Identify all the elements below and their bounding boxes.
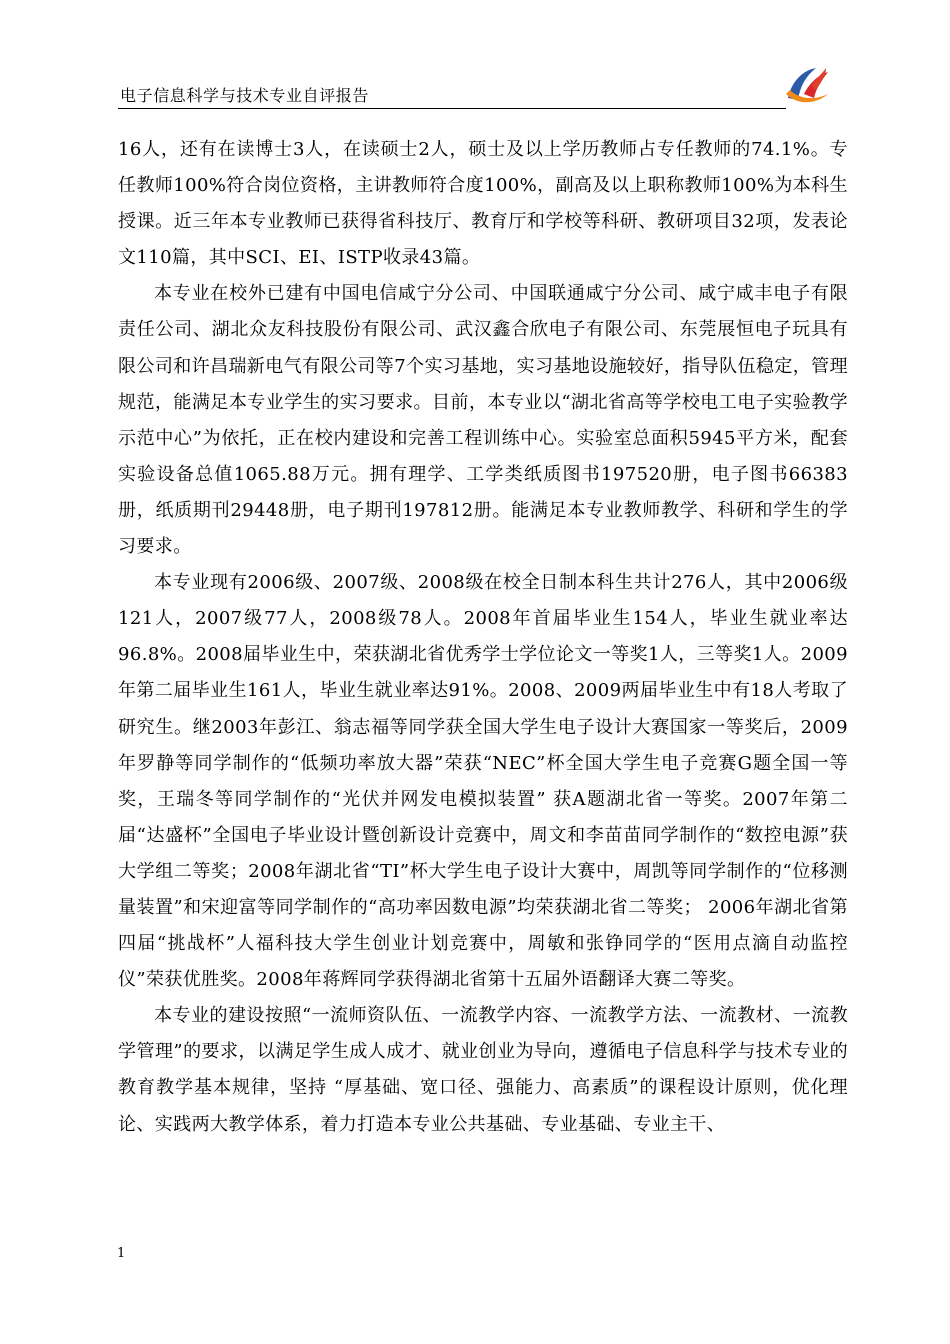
page-number: 1 xyxy=(117,1246,126,1261)
report-body xyxy=(118,132,848,1143)
page-header xyxy=(118,72,786,109)
paragraph-faculty: 16人，还有在读博士3人，在读硕士2人，硕士及以上学历教师占专任教师的74.1%。专任教师100%符合岗位资格，主讲教师符合度100%，副高及以上职称教师100%为本科生授课。近三年本专业教师已获得省科技厅、教育厅和学校等科研、教研项目32项，发表论文110篇，其中SCI、EI、ISTP收录43篇。 xyxy=(118,139,848,269)
university-logo-icon xyxy=(782,64,832,108)
paragraph-facilities: 本专业在校外已建有中国电信咸宁分公司、中国联通咸宁分公司、咸宁咸丰电子有限责任公司、湖北众友科技股份有限公司、武汉鑫合欣电子有限公司、东莞展恒电子玩具有限公司和许昌瑞新电气有限公司等7个实习基地，实习基地设施较好，指导队伍稳定，管理规范，能满足本专业学生的实习要求。目前，本专业以“湖北省高等学校电工电子实验教学示范中心”为依托，正在校内建设和完善工程训练中心。实验室总面积5945平方米，配套实验设备总值1065.88万元。拥有理学、工学类纸质图书197520册，电子图书66383册，纸质期刊29448册，电子期刊197812册。能满足本专业教师教学、科研和学生的学习要求。 xyxy=(118,283,848,558)
logo-red-flame xyxy=(812,68,826,90)
paragraph-construction: 本专业的建设按照“一流师资队伍、一流教学内容、一流教学方法、一流教材、一流教学管理”的要求，以满足学生成人成才、就业创业为导向，遵循电子信息科学与技术专业的教育教学基本规律，坚持 “厚基础、宽口径、强能力、高素质”的课程设计原则，优化理论、实践两大教学体系，着力打造本专业公共基础、专业基础、专业主干、 xyxy=(118,1005,848,1135)
header-title: 电子信息科学与技术专业自评报告 xyxy=(120,86,370,105)
paragraph-students: 本专业现有2006级、2007级、2008级在校全日制本科生共计276人，其中2006级121人，2007级77人，2008级78人。2008年首届毕业生154人，毕业生就业率达96.8%。2008届毕业生中，荣获湖北省优秀学士学位论文一等奖1人，三等奖1人。2009年第二届毕业生161人，毕业生就业率达91%。2008、2009两届毕业生中有18人考取了研究生。继2003年彭江、翁志福等同学获全国大学生电子设计大赛国家一等奖后，2009年罗静等同学制作的“低频功率放大器”荣获“NEC”杯全国大学生电子竞赛G题全国一等奖，王瑞冬等同学制作的“光伏并网发电模拟装置” 获A题湖北省一等奖。2007年第二届“达盛杯”全国电子毕业设计暨创新设计竞赛中，周文和李苗苗同学制作的“数控电源”获大学组二等奖；2008年湖北省“TI”杯大学生电子设计大赛中，周凯等同学制作的“位移测量装置”和宋迎富等同学制作的“高功率因数电源”均荣获湖北省二等奖； 2006年湖北省第四届“挑战杯”人福科技大学生创业计划竞赛中，周敏和张铮同学的“医用点滴自动监控仪”荣获优胜奖。2008年蒋辉同学获得湖北省第十五届外语翻译大赛二等奖。 xyxy=(118,572,848,991)
